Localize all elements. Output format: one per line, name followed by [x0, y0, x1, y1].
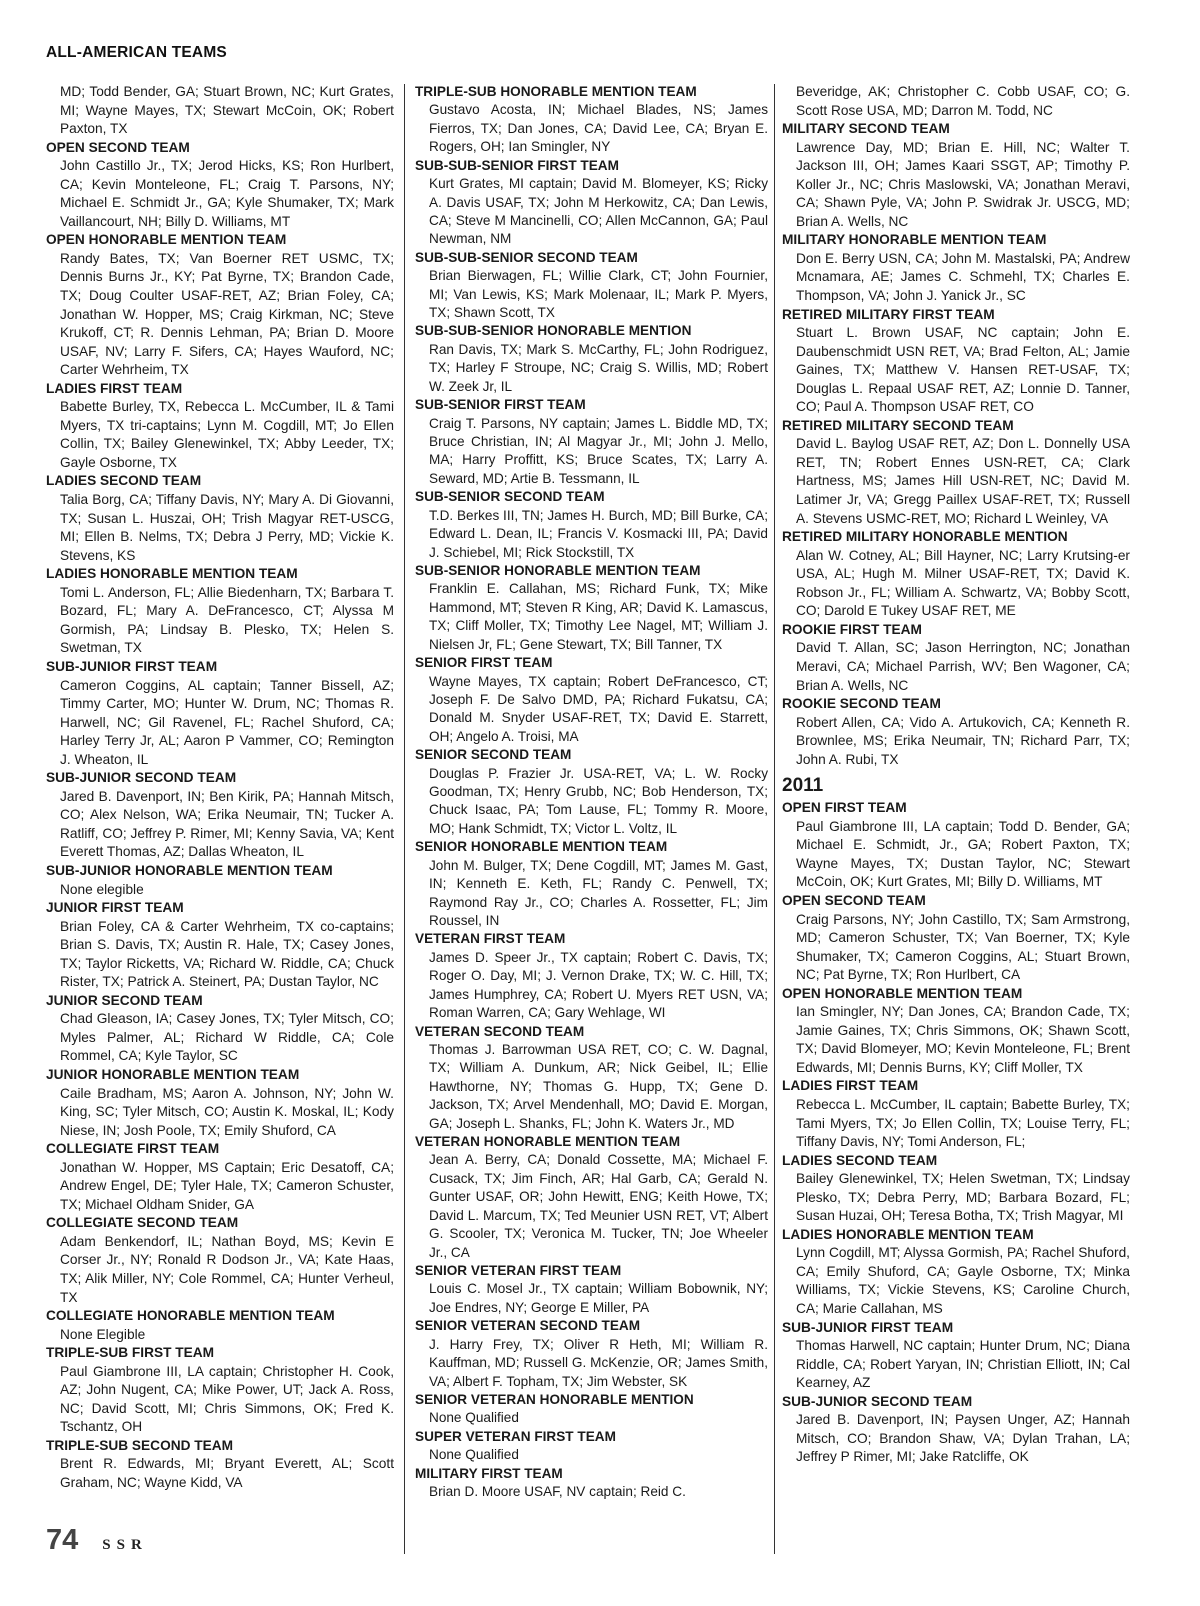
team-section	[782, 417, 1130, 528]
team-roster: Tomi L. Anderson, FL; Allie Biedenharn, TX; Barbara T. Bozard, FL; Mary A. DeFrancesco, CT; Alyssa M Gormish, PA; Lindsay B. Plesko, TX; Helen S. Swetman, TX	[60, 584, 394, 656]
team-section	[46, 231, 394, 379]
team-roster: Douglas P. Frazier Jr. USA-RET, VA; L. W. Rocky Goodman, TX; Henry Grubb, NC; Bob Henderson, TX; Chuck Isaac, PA; Tom Lause, FL; Tommy R. Moore, MO; Hank Schmidt, TX; Victor L. Voltz, IL	[429, 765, 768, 836]
team-heading: SUB-SENIOR FIRST TEAM	[415, 397, 586, 413]
team-section	[415, 1428, 768, 1465]
team-section	[782, 985, 1130, 1078]
team-section	[46, 1066, 394, 1140]
text-column-3	[782, 83, 1130, 1467]
team-roster: Talia Borg, CA; Tiffany Davis, NY; Mary A. Di Giovanni, TX; Susan L. Huszai, OH; Trish Magyar RET-USCG, MI; Ellen B. Nelms, TX; Debra J Perry, MD; Vickie K. Stevens, KS	[60, 492, 394, 563]
team-roster: Beveridge, AK; Christopher C. Cobb USAF, CO; G. Scott Rose USA, MD; Darron M. Todd, NC	[796, 84, 1130, 118]
team-roster: Alan W. Cotney, AL; Bill Hayner, NC; Larry Krutsing-er USA, AL; Hugh M. Milner USAF-RET, TX; David K. Robson Jr., FL; William A. Schwartz, VA; Bobby Scott, CO; Darold E Tukey USAF RET, ME	[796, 547, 1130, 619]
team-heading: LADIES HONORABLE MENTION TEAM	[46, 566, 298, 582]
team-section	[46, 139, 394, 232]
team-heading: JUNIOR FIRST TEAM	[46, 900, 184, 916]
team-roster: Brian Foley, CA & Carter Wehrheim, TX co-captains; Brian S. Davis, TX; Austin R. Hale, TX; Casey Jones, TX; Taylor Ricketts, VA; Richard W. Riddle, CA; Chuck Rister, TX; Patrick A. Steinert, PA; Dustan Taylor, NC	[60, 918, 394, 990]
team-heading: LADIES FIRST TEAM	[782, 1078, 919, 1094]
team-roster: Craig Parsons, NY; John Castillo, TX; Sam Armstrong, MD; Cameron Schuster, TX; Van Boerner, TX; Kyle Shumaker, TX; Cameron Coggins, AL; Stuart Brown, NC; Pat Byrne, TX; Ron Hurlbert, CA	[796, 911, 1130, 983]
team-roster: Stuart L. Brown USAF, NC captain; John E. Daubenschmidt USN RET, VA; Brad Felton, AL; Jamie Gaines, TX; Matthew V. Hansen RET-USAF, TX; Douglas L. Repaal USAF RET, AZ; Lonnie D. Tanner, CO; Paul A. Thompson USAF RET, CO	[796, 325, 1130, 415]
team-section	[782, 892, 1130, 985]
team-section	[46, 1307, 394, 1344]
team-heading: VETERAN SECOND TEAM	[415, 1023, 585, 1039]
team-heading: COLLEGIATE FIRST TEAM	[46, 1141, 220, 1157]
team-roster: Thomas J. Barrowman USA RET, CO; C. W. Dagnal, TX; William A. Dunkum, AR; Nick Geibel, IL; Ellie Hawthorne, NY; Thomas G. Hupp, TX; Gene D. Jackson, TX; Arvel Mendenhall, MO; David E. Morgan, GA; Joseph L. Shanks, FL; John K. Waters Jr., MD	[429, 1041, 768, 1131]
team-heading: OPEN SECOND TEAM	[782, 892, 926, 908]
team-heading: COLLEGIATE HONORABLE MENTION TEAM	[46, 1308, 335, 1324]
team-section	[46, 658, 394, 769]
team-roster: Jean A. Berry, CA; Donald Cossette, MA; Michael F. Cusack, TX; Jim Finch, AR; Hal Garb, CA; Gerald N. Gunter USAF, OR; John Hewitt, ENG; Keith Howe, TX; David L. Marcum, TX; Ted Meunier USN RET, VT; Albert G. Scooler, TX; Veronica M. Tucker, TN; Joe Wheeler Jr., CA	[429, 1152, 768, 1260]
team-heading: LADIES FIRST TEAM	[46, 380, 183, 396]
team-section	[415, 396, 768, 488]
team-section	[415, 249, 768, 323]
team-heading: OPEN FIRST TEAM	[782, 800, 907, 816]
team-roster: Randy Bates, TX; Van Boerner RET USMC, TX; Dennis Burns Jr., KY; Pat Byrne, TX; Brandon Cade, TX; Doug Coulter USAF-RET, AZ; Brian Foley, CA; Jonathan W. Hopper, MS; Craig Kirkman, NC; Steve Krukoff, CT; R. Dennis Lehman, PA; Brian D. Moore USAF, NV; Larry F. Sifers, CA; Hayes Wauford, NC; Carter Wehrheim, TX	[60, 250, 394, 378]
team-heading: JUNIOR SECOND TEAM	[46, 992, 203, 1008]
text-column-2	[415, 83, 768, 1501]
team-section	[46, 472, 394, 565]
running-head: ALL-AMERICAN TEAMS	[46, 44, 227, 61]
team-roster: Rebecca L. McCumber, IL captain; Babette Burley, TX; Tami Myers, TX; Jo Ellen Collin, TX; Louise Terry, FL; Tiffany Davis, NY; Tomi Anderson, FL;	[796, 1096, 1130, 1150]
team-section	[415, 654, 768, 746]
team-section	[782, 306, 1130, 417]
team-section	[46, 1344, 394, 1437]
team-section	[46, 862, 394, 899]
team-roster: J. Harry Frey, TX; Oliver R Heth, MI; William R. Kauffman, MD; Russell G. McKenzie, OR; James Smith, VA; Albert F. Topham, TX; Jim Webster, SK	[429, 1336, 768, 1389]
column-divider	[404, 84, 405, 1554]
team-section	[782, 1077, 1130, 1151]
team-heading: JUNIOR HONORABLE MENTION TEAM	[46, 1066, 300, 1082]
team-heading: RETIRED MILITARY SECOND TEAM	[782, 417, 1014, 433]
team-heading: SUB-JUNIOR HONORABLE MENTION TEAM	[46, 862, 333, 878]
team-roster: Jared B. Davenport, IN; Ben Kirik, PA; Hannah Mitsch, CO; Alex Nelson, WA; Erika Neumair, TN; Tucker A. Ratliff, CO; Jeffrey P. Rimer, MI; Kenny Savia, VA; Kent Everett Thomas, AZ; Dallas Wheaton, IL	[60, 788, 394, 860]
team-heading: SUB-SUB-SENIOR SECOND TEAM	[415, 249, 638, 265]
team-roster: James D. Speer Jr., TX captain; Robert C. Davis, TX; Roger O. Day, MI; J. Vernon Drake, TX; W. C. Hill, TX; James Humphrey, CA; Robert U. Myers RET USN, VA; Roman Warren, CA; Gary Wehlage, WI	[429, 949, 768, 1021]
team-heading: OPEN HONORABLE MENTION TEAM	[782, 985, 1023, 1001]
team-section	[782, 1152, 1130, 1226]
team-section	[46, 992, 394, 1066]
team-roster: Wayne Mayes, TX captain; Robert DeFrancesco, CT; Joseph F. De Salvo DMD, PA; Richard Fukatsu, CA; Donald M. Snyder USAF-RET, TX; David E. Starrett, OH; Angelo A. Troisi, MA	[429, 673, 768, 744]
team-roster: Adam Benkendorf, IL; Nathan Boyd, MS; Kevin E Corser Jr., NY; Ronald R Dodson Jr., VA; Kate Haas, TX; Alik Miller, NY; Cole Rommel, CA; Hunter Verheul, TX	[60, 1233, 394, 1305]
team-roster: Paul Giambrone III, LA captain; Christopher H. Cook, AZ; John Nugent, CA; Mike Power, UT; Jack A. Ross, NC; David Scott, MI; Chris Simmons, OK; Fred K. Tschantz, OH	[60, 1363, 394, 1435]
team-roster: David L. Baylog USAF RET, AZ; Don L. Donnelly USA RET, TN; Robert Ennes USN-RET, CA; Clark Hartness, MS; James Hill USN-RET, NC; David M. Latimer Jr, VA; Gregg Paillex USAF-RET, TX; Russell A. Stevens USMC-RET, MO; Richard L Weinley, VA	[796, 436, 1130, 526]
team-roster: None elegible	[60, 881, 144, 897]
year-heading: 2011	[782, 775, 824, 797]
team-roster: Lawrence Day, MD; Brian E. Hill, NC; Walter T. Jackson III, OH; James Kaari SSGT, AP; Timothy P. Koller Jr., NC; Chris Maslowski, VA; Jonathan Meravi, CA; Shawn Pyle, VA; John P. Swidrak Jr. USCG, MD; Brian A. Wells, NC	[796, 139, 1130, 229]
team-roster: Paul Giambrone III, LA captain; Todd D. Bender, GA; Michael E. Schmidt, Jr., GA; Robert Paxton, TX; Wayne Mayes, TX; Dustan Taylor, NC; Stewart McCoin, OK; Kurt Grates, MI; Billy D. Williams, MT	[796, 818, 1130, 890]
team-heading: SUB-JUNIOR FIRST TEAM	[46, 658, 218, 674]
team-heading: TRIPLE-SUB SECOND TEAM	[46, 1437, 234, 1453]
team-heading: ROOKIE FIRST TEAM	[782, 621, 922, 637]
team-heading: SUB-SENIOR HONORABLE MENTION TEAM	[415, 562, 701, 578]
team-heading: VETERAN HONORABLE MENTION TEAM	[415, 1134, 681, 1150]
team-heading: SUB-SENIOR SECOND TEAM	[415, 489, 605, 505]
team-heading: LADIES HONORABLE MENTION TEAM	[782, 1226, 1034, 1242]
team-section	[415, 746, 768, 838]
team-section	[46, 1214, 394, 1307]
team-section	[782, 1226, 1130, 1319]
team-section	[415, 1391, 768, 1428]
team-roster: MD; Todd Bender, GA; Stuart Brown, NC; Kurt Grates, MI; Wayne Mayes, TX; Stewart McCoin, OK; Robert Paxton, TX	[60, 84, 394, 137]
team-heading: SUB-JUNIOR SECOND TEAM	[46, 770, 237, 786]
team-roster: None Qualified	[429, 1410, 519, 1426]
team-roster: T.D. Berkes III, TN; James H. Burch, MD; Bill Burke, CA; Edward L. Dean, IL; Francis V. Kosmacki III, PA; David J. Schiebel, MI; Rick Stockstill, TX	[429, 507, 768, 560]
team-roster: Jonathan W. Hopper, MS Captain; Eric Desatoff, CA; Andrew Engel, DE; Tyler Hale, TX; Cameron Schuster, TX; Michael Oldham Snider, GA	[60, 1159, 394, 1212]
team-section	[782, 231, 1130, 305]
team-heading: LADIES SECOND TEAM	[46, 473, 202, 489]
team-section	[415, 1317, 768, 1391]
team-section	[46, 380, 394, 473]
team-heading: TRIPLE-SUB FIRST TEAM	[46, 1345, 215, 1361]
team-roster: Ran Davis, TX; Mark S. McCarthy, FL; John Rodriguez, TX; Harley F Stroupe, NC; Craig S. Willis, MD; Robert W. Zeek Jr, IL	[429, 341, 768, 394]
team-section	[782, 695, 1130, 769]
team-heading: MILITARY SECOND TEAM	[782, 121, 950, 137]
team-section	[415, 930, 768, 1022]
text-column-1	[46, 83, 394, 1493]
team-roster: Brent R. Edwards, MI; Bryant Everett, AL; Scott Graham, NC; Wayne Kidd, VA	[60, 1456, 394, 1491]
team-heading: SUPER VETERAN FIRST TEAM	[415, 1428, 616, 1444]
team-roster: None Qualified	[429, 1447, 519, 1463]
team-section	[46, 1437, 394, 1493]
team-heading: VETERAN FIRST TEAM	[415, 931, 566, 947]
team-roster: Franklin E. Callahan, MS; Richard Funk, TX; Mike Hammond, MT; Steven R King, AR; David K. Lamascus, TX; Cliff Moller, TX; Timothy Lee Nagel, MT; William J. Nielsen Jr, FL; Gene Stewart, TX; Bill Tanner, TX	[429, 581, 768, 652]
team-section	[415, 562, 768, 654]
team-section	[46, 899, 394, 992]
team-heading: LADIES SECOND TEAM	[782, 1152, 938, 1168]
team-section	[782, 1393, 1130, 1467]
team-roster: Cameron Coggins, AL captain; Tanner Bissell, AZ; Timmy Carter, MO; Hunter W. Drum, NC; Thomas R. Harwell, NC; Gil Ravenel, FL; Rachel Shuford, CA; Harley Terry Jr, AL; Aaron P Vammer, CO; Remington J. Wheaton, IL	[60, 677, 394, 767]
team-heading: COLLEGIATE SECOND TEAM	[46, 1215, 239, 1231]
team-heading: SENIOR VETERAN HONORABLE MENTION	[415, 1391, 694, 1407]
team-roster: Jared B. Davenport, IN; Paysen Unger, AZ; Hannah Mitsch, CO; Brandon Shaw, VA; Dylan Trahan, LA; Jeffrey P Rimer, MI; Jake Ratcliffe, OK	[796, 1412, 1130, 1465]
team-roster: Gustavo Acosta, IN; Michael Blades, NS; James Fierros, TX; Dan Jones, CA; David Lee, CA; Bryan E. Rogers, OH; Ian Smingler, NY	[429, 102, 768, 155]
team-heading: OPEN HONORABLE MENTION TEAM	[46, 232, 287, 248]
team-roster: Louis C. Mosel Jr., TX captain; William Bobownik, NY; Joe Endres, NY; George E Miller, PA	[429, 1281, 768, 1315]
team-roster: Thomas Harwell, NC captain; Hunter Drum, NC; Diana Riddle, CA; Robert Yaryan, IN; Christian Elliott, IN; Cal Kearney, AZ	[796, 1338, 1130, 1391]
team-roster: Caile Bradham, MS; Aaron A. Johnson, NY; John W. King, SC; Tyler Mitsch, CO; Austin K. Moskal, IL; Kody Niese, IN; Josh Poole, TX; Emily Shuford, CA	[60, 1085, 394, 1138]
team-heading: SENIOR HONORABLE MENTION TEAM	[415, 839, 668, 855]
team-roster: Brian D. Moore USAF, NV captain; Reid C.	[429, 1484, 686, 1500]
team-heading: SUB-JUNIOR SECOND TEAM	[782, 1393, 973, 1409]
team-heading: SUB-JUNIOR FIRST TEAM	[782, 1319, 954, 1335]
team-roster: Babette Burley, TX, Rebecca L. McCumber, IL & Tami Myers, TX tri-captains; Lynn M. Cogdill, MT; Jo Ellen Collin, TX; Bailey Glenewinkel, TX; Abby Leeder, TX; Gayle Osborne, TX	[60, 399, 394, 470]
team-section	[782, 83, 1130, 120]
team-section	[415, 838, 768, 930]
team-heading: ROOKIE SECOND TEAM	[782, 696, 941, 712]
team-section	[415, 488, 768, 562]
team-heading: SUB-SUB-SENIOR HONORABLE MENTION	[415, 323, 692, 339]
team-roster: None Elegible	[60, 1326, 146, 1342]
page-number: 74	[46, 1524, 79, 1556]
team-heading: SUB-SUB-SENIOR FIRST TEAM	[415, 157, 619, 173]
team-roster: Don E. Berry USN, CA; John M. Mastalski, PA; Andrew Mcnamara, AE; James C. Schmehl, TX; Charles E. Thompson, VA; John J. Yanick Jr., SC	[796, 250, 1130, 304]
team-roster: Robert Allen, CA; Vido A. Artukovich, CA; Kenneth R. Brownlee, MS; Erika Neumair, TN; Richard Parr, TX; John A. Rubi, TX	[796, 714, 1130, 767]
team-heading: TRIPLE-SUB HONORABLE MENTION TEAM	[415, 84, 697, 99]
team-heading: SENIOR FIRST TEAM	[415, 655, 553, 671]
team-section	[782, 528, 1130, 621]
team-section	[46, 565, 394, 658]
team-heading: RETIRED MILITARY FIRST TEAM	[782, 306, 995, 322]
team-roster: Ian Smingler, NY; Dan Jones, CA; Brandon Cade, TX; Jamie Gaines, TX; Chris Simmons, OK; Shawn Scott, TX; David Blomeyer, MO; Kevin Monteleone, FL; Brent Edwards, MI; Dennis Burns, KY; Cliff Moller, TX	[796, 1004, 1130, 1075]
team-roster: Bailey Glenewinkel, TX; Helen Swetman, TX; Lindsay Plesko, TX; Debra Perry, MD; Barbara Bozard, FL; Susan Huzai, OH; Teresa Botha, TX; Trish Magyar, MI	[796, 1171, 1130, 1224]
team-section	[46, 1140, 394, 1214]
team-heading: MILITARY HONORABLE MENTION TEAM	[782, 232, 1047, 248]
team-roster: John M. Bulger, TX; Dene Cogdill, MT; James M. Gast, IN; Kenneth E. Keth, FL; Randy C. Penwell, TX; Raymond Ray Jr., CO; Charles A. Rossetter, FL; Jim Roussel, IN	[429, 857, 768, 928]
team-roster: Lynn Cogdill, MT; Alyssa Gormish, PA; Rachel Shuford, CA; Emily Shuford, CA; Gayle Osborne, TX; Minka Williams, TX; Vickie Stevens, KS; Caroline Church, CA; Marie Callahan, MS	[796, 1245, 1130, 1316]
team-heading: SENIOR SECOND TEAM	[415, 747, 572, 763]
team-section	[46, 83, 394, 139]
team-heading: SENIOR VETERAN FIRST TEAM	[415, 1263, 622, 1278]
publication-name: SSR	[102, 1537, 148, 1553]
team-section	[782, 1319, 1130, 1393]
team-section	[415, 1262, 768, 1317]
team-roster: Brian Bierwagen, FL; Willie Clark, CT; John Fournier, MI; Van Lewis, KS; Mark Molenaar, IL; Mark P. Myers, TX; Shawn Scott, TX	[429, 268, 768, 321]
team-roster: Craig T. Parsons, NY captain; James L. Biddle MD, TX; Bruce Christian, IN; Al Magyar Jr., MI; John J. Mello, MA; Harry Proffitt, KS; Bruce Scates, TX; Larry A. Seward, MD; Artie B. Tessmann, IL	[429, 415, 768, 486]
team-section	[415, 157, 768, 249]
team-section	[415, 1465, 768, 1502]
page-footer	[46, 1524, 148, 1557]
team-section	[782, 621, 1130, 695]
team-section	[782, 775, 1130, 797]
team-section	[415, 83, 768, 157]
team-section	[782, 120, 1130, 231]
team-roster: John Castillo Jr., TX; Jerod Hicks, KS; Ron Hurlbert, CA; Kevin Monteleone, FL; Craig T. Parsons, NY; Michael E. Schmidt Jr., GA; Kyle Shumaker, TX; Mark Vaillancourt, NH; Billy D. Williams, MT	[60, 158, 394, 229]
team-section	[46, 769, 394, 862]
column-divider	[774, 84, 775, 1554]
team-roster: Chad Gleason, IA; Casey Jones, TX; Tyler Mitsch, CO; Myles Palmer, AL; Richard W Riddle, CA; Cole Rommel, CA; Kyle Taylor, SC	[60, 1011, 394, 1064]
team-heading: SENIOR VETERAN SECOND TEAM	[415, 1318, 641, 1334]
team-roster: Kurt Grates, MI captain; David M. Blomeyer, KS; Ricky A. Davis USAF, TX; John M Herkowitz, CA; Dan Lewis, CA; Steve M Mancinelli, CO; Allen McCannon, GA; Paul Newman, NM	[429, 176, 768, 247]
team-roster: David T. Allan, SC; Jason Herrington, NC; Jonathan Meravi, CA; Michael Parrish, WV; Ben Wagoner, CA; Brian A. Wells, NC	[796, 640, 1130, 693]
team-heading: RETIRED MILITARY HONORABLE MENTION	[782, 529, 1068, 545]
team-section	[782, 799, 1130, 892]
team-section	[415, 1023, 768, 1134]
team-heading: MILITARY FIRST TEAM	[415, 1465, 563, 1481]
team-section	[415, 322, 768, 396]
team-section	[415, 1133, 768, 1262]
team-heading: OPEN SECOND TEAM	[46, 139, 190, 155]
